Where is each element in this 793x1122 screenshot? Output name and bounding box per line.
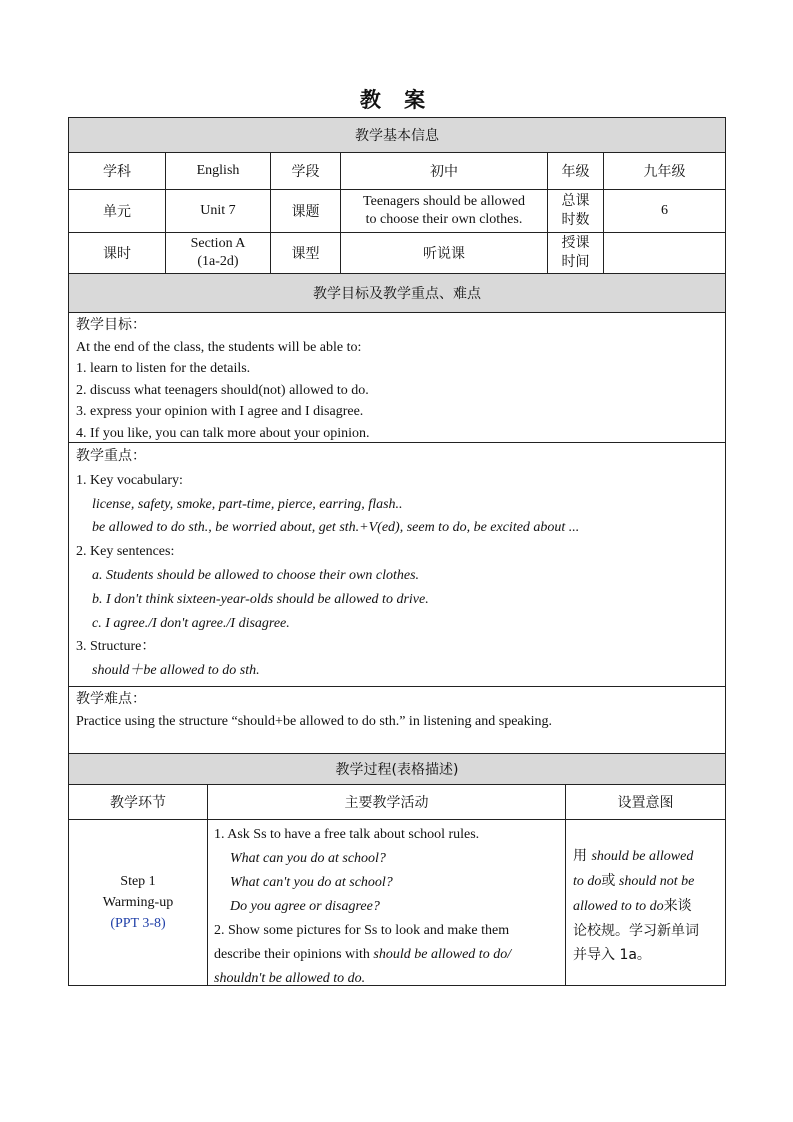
lesson-label: 课时 bbox=[68, 232, 166, 274]
type-label: 课型 bbox=[270, 232, 341, 274]
time-label-line-2: 时间 bbox=[561, 254, 590, 270]
unit-label: 单元 bbox=[68, 189, 166, 233]
sentence-c: c. I agree./I don't agree./I disagree. bbox=[92, 615, 290, 631]
difficulty-cell bbox=[68, 686, 726, 754]
step1-stage-cell bbox=[68, 819, 208, 986]
key-points-label: 教学重点： bbox=[76, 448, 146, 464]
activity-question: What can you do at school? bbox=[230, 851, 386, 866]
step1-ppt: (PPT 3-8) bbox=[110, 916, 166, 931]
step1-activity-cell bbox=[207, 819, 566, 986]
process-header: 教学过程(表格描述) bbox=[68, 753, 726, 785]
activity-2-plain: describe their opinions with bbox=[214, 947, 374, 962]
structure-title: 3. Structure： bbox=[76, 639, 156, 655]
goals-line: 1. learn to listen for the details. bbox=[76, 361, 251, 376]
unit-value: Unit 7 bbox=[165, 189, 271, 233]
total-label-line-1: 总课 bbox=[561, 193, 590, 209]
lesson-line-1: Section A bbox=[190, 236, 246, 251]
total-hours-label bbox=[547, 189, 604, 233]
step1-name: Step 1 bbox=[120, 874, 156, 889]
vocab-title: 1. Key vocabulary: bbox=[76, 472, 183, 488]
activity-2: 2. Show some pictures for Ss to look and make them bbox=[214, 923, 510, 938]
activity-2-cont bbox=[214, 943, 559, 967]
difficulty-text: Practice using the structure “should+be allowed to do sth.” in listening and speaking. bbox=[76, 713, 553, 729]
type-value: 听说课 bbox=[340, 232, 548, 274]
sentences-title: 2. Key sentences: bbox=[76, 544, 175, 560]
total-hours-value: 6 bbox=[603, 189, 726, 233]
activity-1: 1. Ask Ss to have a free talk about school rules. bbox=[214, 827, 480, 842]
step1-sub: Warming-up bbox=[102, 895, 174, 910]
col-stage-header: 教学环节 bbox=[68, 784, 208, 820]
lesson-line-2: (1a-2d) bbox=[197, 254, 239, 269]
subject-label: 学科 bbox=[68, 152, 166, 190]
grade-label: 年级 bbox=[547, 152, 604, 190]
col-intent-header: 设置意图 bbox=[565, 784, 726, 820]
activity-2-end: shouldn't be allowed to do. bbox=[214, 971, 366, 986]
time-label-line-1: 授课 bbox=[561, 235, 590, 251]
topic-line-2: to choose their own clothes. bbox=[365, 212, 523, 227]
document-title: 教 案 bbox=[359, 88, 434, 112]
goals-line: 3. express your opinion with I agree and I disagree. bbox=[76, 404, 364, 419]
intent-italic: to do bbox=[573, 874, 602, 889]
topic-label: 课题 bbox=[270, 189, 341, 233]
key-points-cell bbox=[68, 442, 726, 687]
goals-label: 教学目标： bbox=[76, 317, 146, 333]
activity-question: Do you agree or disagree? bbox=[230, 899, 380, 914]
subject-value: English bbox=[165, 152, 271, 190]
intent-italic: should not be bbox=[615, 874, 695, 889]
col-activity-header: 主要教学活动 bbox=[207, 784, 566, 820]
class-time-label bbox=[547, 232, 604, 274]
stage-value: 初中 bbox=[340, 152, 548, 190]
difficulty-label: 教学难点： bbox=[76, 691, 146, 707]
goals-line: 2. discuss what teenagers should(not) allowed to do. bbox=[76, 382, 369, 398]
goals-line: 4. If you like, you can talk more about your opinion. bbox=[76, 425, 370, 441]
teaching-goals-cell bbox=[68, 312, 726, 443]
objectives-header: 教学目标及教学重点、难点 bbox=[68, 273, 726, 313]
intent-text: 用 bbox=[573, 848, 592, 864]
activity-2-italic: should be allowed to do/ bbox=[373, 947, 512, 962]
sentence-b: b. I don't think sixteen-year-olds should be allowed to drive. bbox=[92, 591, 429, 607]
intent-text: 或 bbox=[601, 873, 616, 889]
lesson-value bbox=[165, 232, 271, 274]
intent-text: 来谈 bbox=[663, 898, 692, 914]
intent-italic: allowed to to do bbox=[573, 899, 664, 914]
grade-value: 九年级 bbox=[603, 152, 726, 190]
step1-intent-cell bbox=[565, 819, 726, 986]
vocab-phrases: be allowed to do sth., be worried about, get sth.+V(ed), seem to do, be excited about ... bbox=[92, 520, 580, 536]
goals-line: At the end of the class, the students will be able to: bbox=[76, 339, 362, 355]
activity-question: What can't you do at school? bbox=[230, 875, 393, 890]
topic-line-1: Teenagers should be allowed bbox=[363, 194, 525, 209]
vocab-words: license, safety, smoke, part-time, pierce, earring, flash.. bbox=[92, 496, 403, 512]
total-label-line-2: 时数 bbox=[561, 212, 590, 228]
intent-italic: should be allowed bbox=[591, 849, 694, 864]
intent-text: 并导入 1a。 bbox=[573, 947, 651, 963]
class-time-value bbox=[603, 232, 726, 274]
structure-text: should＋be allowed to do sth. bbox=[92, 663, 260, 679]
stage-label: 学段 bbox=[270, 152, 341, 190]
sentence-a: a. Students should be allowed to choose their own clothes. bbox=[92, 567, 420, 583]
basic-info-header: 教学基本信息 bbox=[68, 117, 726, 153]
topic-value bbox=[340, 189, 548, 233]
intent-text: 论校规。学习新单词 bbox=[573, 923, 699, 939]
